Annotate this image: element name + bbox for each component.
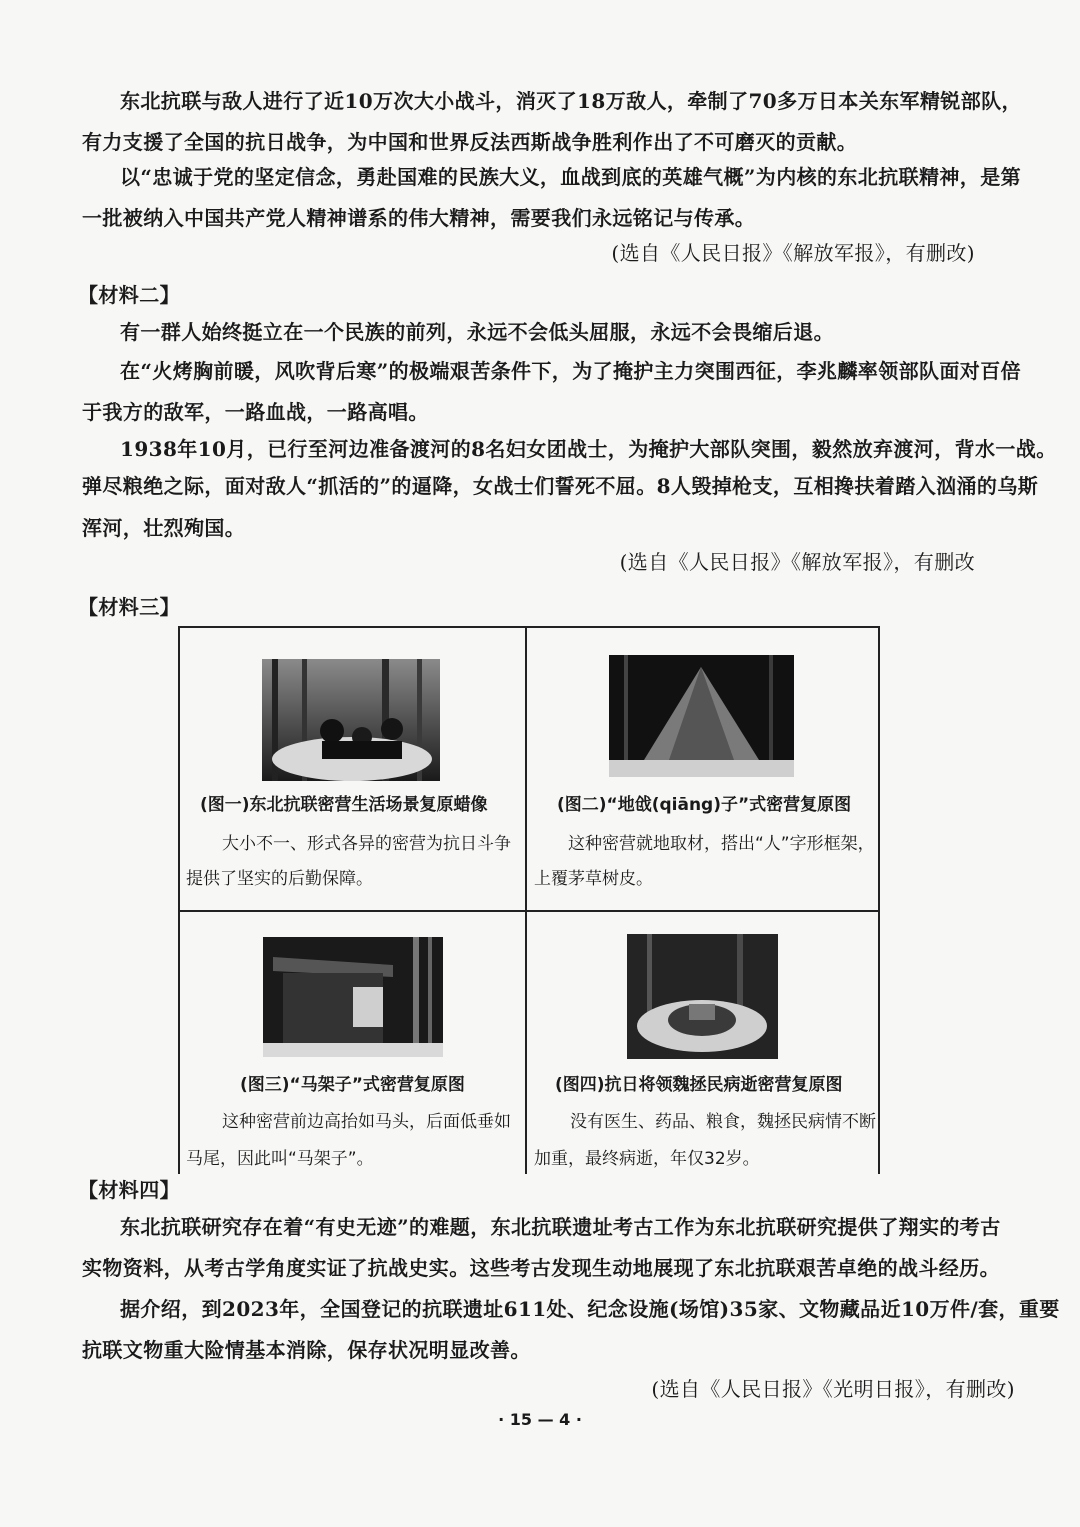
- material4-heading: 【材料四】: [78, 1178, 180, 1202]
- figure1-title: (图一)东北抗联密营生活场景复原蜡像: [200, 795, 488, 815]
- figure3-desc-line2: 马尾，因此叫“马架子”。: [186, 1149, 374, 1169]
- material2-p2-line1: 在“火烤胸前暖，风吹背后寒”的极端艰苦条件下，为了掩护主力突围西征，李兆麟率领部队面对百倍: [120, 359, 1022, 383]
- material2-p1: 有一群人始终挺立在一个民族的前列，永远不会低头屈服，永远不会畏缩后退。: [120, 320, 834, 344]
- figure3-desc-line1: 这种密营前边高抬如马头，后面低垂如: [222, 1112, 511, 1132]
- material2-p3-line3: 浑河，壮烈殉国。: [82, 516, 246, 540]
- figure2-title: (图二)“地戗(qiāng)子”式密营复原图: [557, 795, 852, 815]
- grid-divider-horizontal: [178, 910, 880, 912]
- figure3-photo: [263, 937, 443, 1057]
- material4-source: (选自《人民日报》《光明日报》，有删改): [651, 1377, 1015, 1401]
- figure2-desc-line2: 上覆茅草树皮。: [534, 869, 653, 889]
- figure4-title: (图四)抗日将领魏拯民病逝密营复原图: [555, 1075, 843, 1095]
- figure1-photo: [262, 659, 440, 781]
- material1-p2-line1: 以“忠诚于党的坚定信念，勇赴国难的民族大义，血战到底的英雄气概”为内核的东北抗联精神，是第: [120, 165, 1022, 189]
- figure1-desc-line2: 提供了坚实的后勤保障。: [186, 869, 373, 889]
- material2-heading: 【材料二】: [78, 283, 180, 307]
- grid-divider-vertical: [525, 628, 527, 1174]
- material3-heading: 【材料三】: [78, 595, 180, 619]
- material4-p2-line2: 抗联文物重大险情基本消除，保存状况明显改善。: [82, 1338, 531, 1362]
- figure2-desc-line1: 这种密营就地取材，搭出“人”字形框架，: [568, 834, 875, 854]
- figure4-desc-line2: 加重，最终病逝，年仅32岁。: [534, 1149, 760, 1169]
- material2-source: (选自《人民日报》《解放军报》，有删改: [619, 550, 975, 574]
- material4-p2-line1: 据介绍，到2023年，全国登记的抗联遗址611处、纪念设施(场馆)35家、文物藏品近10万件/套，重要: [120, 1297, 1060, 1321]
- material2-p3-line1: 1938年10月，已行至河边准备渡河的8名妇女团战士，为掩护大部队突围，毅然放弃渡河，背水一战。: [120, 437, 1057, 461]
- material2-p2-line2: 于我方的敌军，一路血战，一路高唱。: [82, 400, 429, 424]
- material1-p1-line2: 有力支援了全国的抗日战争，为中国和世界反法西斯战争胜利作出了不可磨灭的贡献。: [82, 130, 858, 154]
- figure4-photo: [627, 934, 778, 1059]
- material1-p2-line2: 一批被纳入中国共产党人精神谱系的伟大精神，需要我们永远铭记与传承。: [82, 206, 756, 230]
- figure4-desc-line1: 没有医生、药品、粮食，魏拯民病情不断: [570, 1112, 876, 1132]
- figure2-photo: [609, 655, 794, 777]
- figure1-desc-line1: 大小不一、形式各异的密营为抗日斗争: [222, 834, 511, 854]
- material1-source: (选自《人民日报》《解放军报》，有删改): [611, 241, 975, 265]
- material1-p1-line1: 东北抗联与敌人进行了近10万次大小战斗，消灭了18万敌人，牵制了70多万日本关东军精锐部队，: [120, 89, 1022, 113]
- page-number: · 15 — 4 ·: [498, 1410, 582, 1429]
- material4-p1-line2: 实物资料，从考古学角度实证了抗战史实。这些考古发现生动地展现了东北抗联艰苦卓绝的战斗经历。: [82, 1256, 1000, 1280]
- material4-p1-line1: 东北抗联研究存在着“有史无迹”的难题，东北抗联遗址考古工作为东北抗联研究提供了翔实的考古: [120, 1215, 1001, 1239]
- material2-p3-line2: 弹尽粮绝之际，面对敌人“抓活的”的逼降，女战士们誓死不屈。8人毁掉枪支，互相搀扶着踏入汹涌的乌斯: [82, 474, 1039, 498]
- figure3-title: (图三)“马架子”式密营复原图: [240, 1075, 465, 1095]
